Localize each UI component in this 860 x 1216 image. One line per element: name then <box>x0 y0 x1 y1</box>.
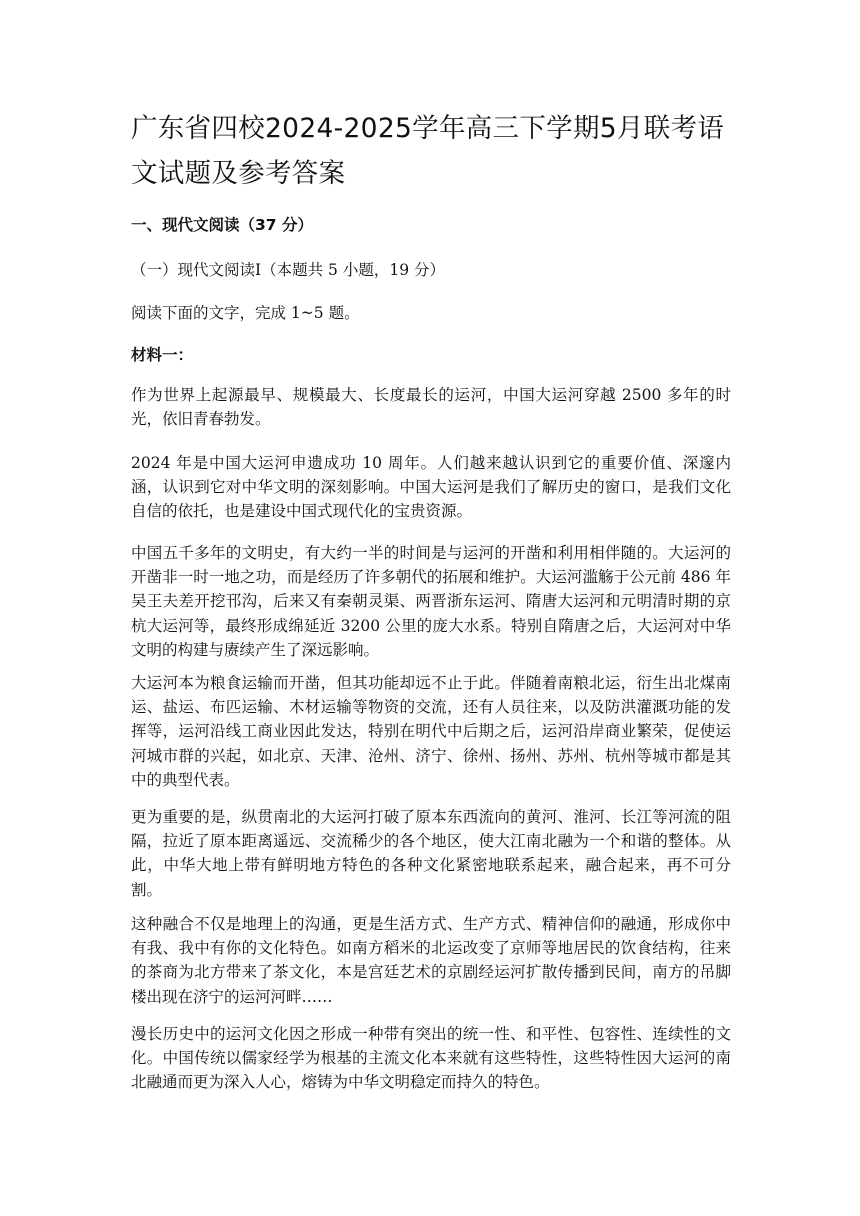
material-label: 材料一： <box>131 346 194 364</box>
paragraph: 漫长历史中的运河文化因之形成一种带有突出的统一性、和平性、包容性、连续性的文化。中国传统以儒家经学为根基的主流文化本来就有这些特性，这些特性因大运河的南北融通而更为深入人心，熔铸为中华文明稳定而持久的特色。 <box>131 1025 731 1092</box>
paragraph: 这种融合不仅是地理上的沟通，更是生活方式、生产方式、精神信仰的融通，形成你中有我、我中有你的文化特色。如南方稻米的北运改变了京师等地居民的饮食结构，往来的茶商为北方带来了茶文化，本是宫廷艺术的京剧经运河扩散传播到民间，南方的吊脚楼出现在济宁的运河河畔…… <box>131 915 731 1006</box>
paragraph: 更为重要的是，纵贯南北的大运河打破了原本东西流向的黄河、淮河、长江等河流的阻隔，拉近了原本距离遥远、交流稀少的各个地区，使大江南北融为一个和谐的整体。从此，中华大地上带有鲜明地方特色的各种文化紧密地联系起来，融合起来，再不可分割。 <box>131 808 731 899</box>
subsection-heading: （一）现代文阅读Ⅰ（本题共 5 小题，19 分） <box>131 261 445 279</box>
section-heading: 一、现代文阅读（37 分） <box>131 216 313 234</box>
paragraph: 中国五千多年的文明史，有大约一半的时间是与运河的开凿和利用相伴随的。大运河的开凿非一时一地之功，而是经历了许多朝代的拓展和维护。大运河滥觞于公元前 486 年吴王夫差开挖邗沟，后来又有秦朝灵渠、两晋浙东运河、隋唐大运河和元明清时期的京杭大运河等，最终形成绵延近 3200 公里的庞大水系。特别自隋唐之后，大运河对中华文明的构建与赓续产生了深远影响。 <box>131 544 731 659</box>
paragraph: 作为世界上起源最早、规模最大、长度最长的运河，中国大运河穿越 2500 多年的时光，依旧青春勃发。 <box>131 386 731 429</box>
paragraph: 大运河本为粮食运输而开凿，但其功能却远不止于此。伴随着南粮北运，衍生出北煤南运、盐运、布匹运输、木材运输等物资的交流，还有人员往来，以及防洪灌溉功能的发挥等，运河沿线工商业因此发达，特别在明代中后期之后，运河沿岸商业繁荣，促使运河城市群的兴起，如北京、天津、沧州、济宁、徐州、扬州、苏州、杭州等城市都是其中的典型代表。 <box>131 674 731 789</box>
paragraph: 2024 年是中国大运河申遗成功 10 周年。人们越来越认识到它的重要价值、深邃内涵，认识到它对中华文明的深刻影响。中国大运河是我们了解历史的窗口，是我们文化自信的依托，也是建设中国式现代化的宝贵资源。 <box>131 454 731 521</box>
document-title: 广东省四校2024-2025学年高三下学期5月联考语文试题及参考答案 <box>131 113 725 189</box>
reading-instruction: 阅读下面的文字，完成 1~5 题。 <box>131 304 360 322</box>
